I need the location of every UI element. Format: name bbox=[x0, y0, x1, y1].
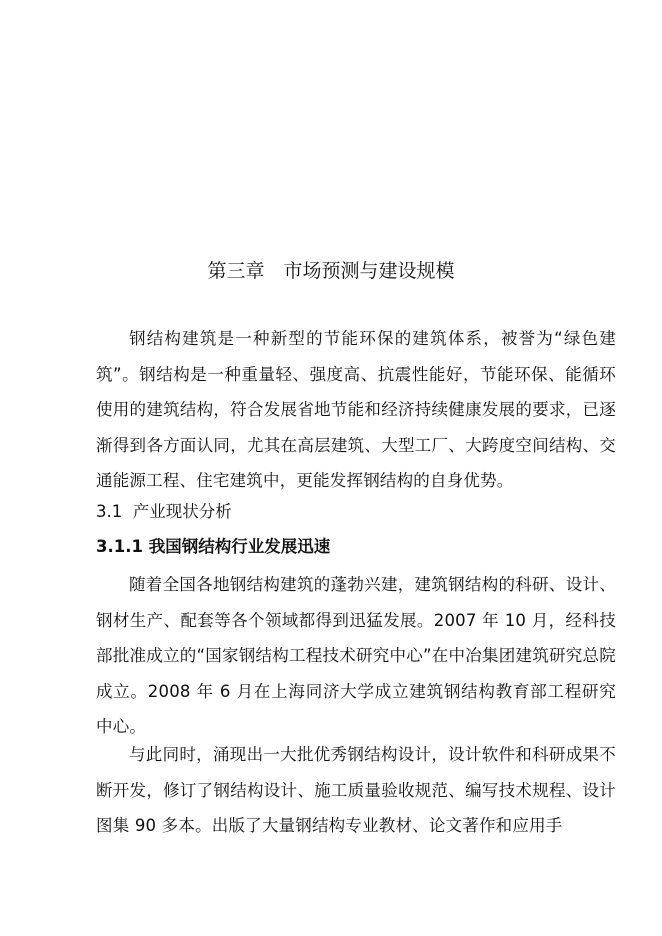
section-heading-3-1: 3.1 产业现状分析 bbox=[96, 502, 232, 521]
chapter-title: 第三章 市场预测与建设规模 bbox=[207, 260, 455, 282]
intro-paragraph: 钢结构建筑是一种新型的节能环保的建筑体系，被誉为“绿色建筑”。钢结构是一种重量轻、强度高、抗震性能好，节能环保、能循环使用的建筑结构，符合发展省地节能和经济持续健康发展的要求，已逐渐得到各方面认同，尤其在高层建筑、大型工厂、大跨度空间结构、交通能源工程、住宅建筑中，更能发挥钢结构的自身优势。 bbox=[96, 329, 616, 490]
body-paragraph-development: 随着全国各地钢结构建筑的蓬勃兴建，建筑钢结构的科研、设计、钢材生产、配套等各个领域都得到迅猛发展。2007 年 10 月，经科技部批准成立的“国家钢结构工程技术研究中心”在中冶集团建筑研究总院成立。2008 年 6 月在上海同济大学成立建筑钢结构教育部工程研究中心。 bbox=[96, 575, 616, 736]
section-heading-3-1-1: 3.1.1 我国钢结构行业发展迅速 bbox=[96, 537, 331, 556]
body-paragraph-achievements: 与此同时，涌现出一大批优秀钢结构设计，设计软件和科研成果不断开发，修订了钢结构设计、施工质量验收规范、编写技术规程、设计图集 90 多本。出版了大量钢结构专业教材、论文著作和应用手 bbox=[96, 745, 616, 835]
